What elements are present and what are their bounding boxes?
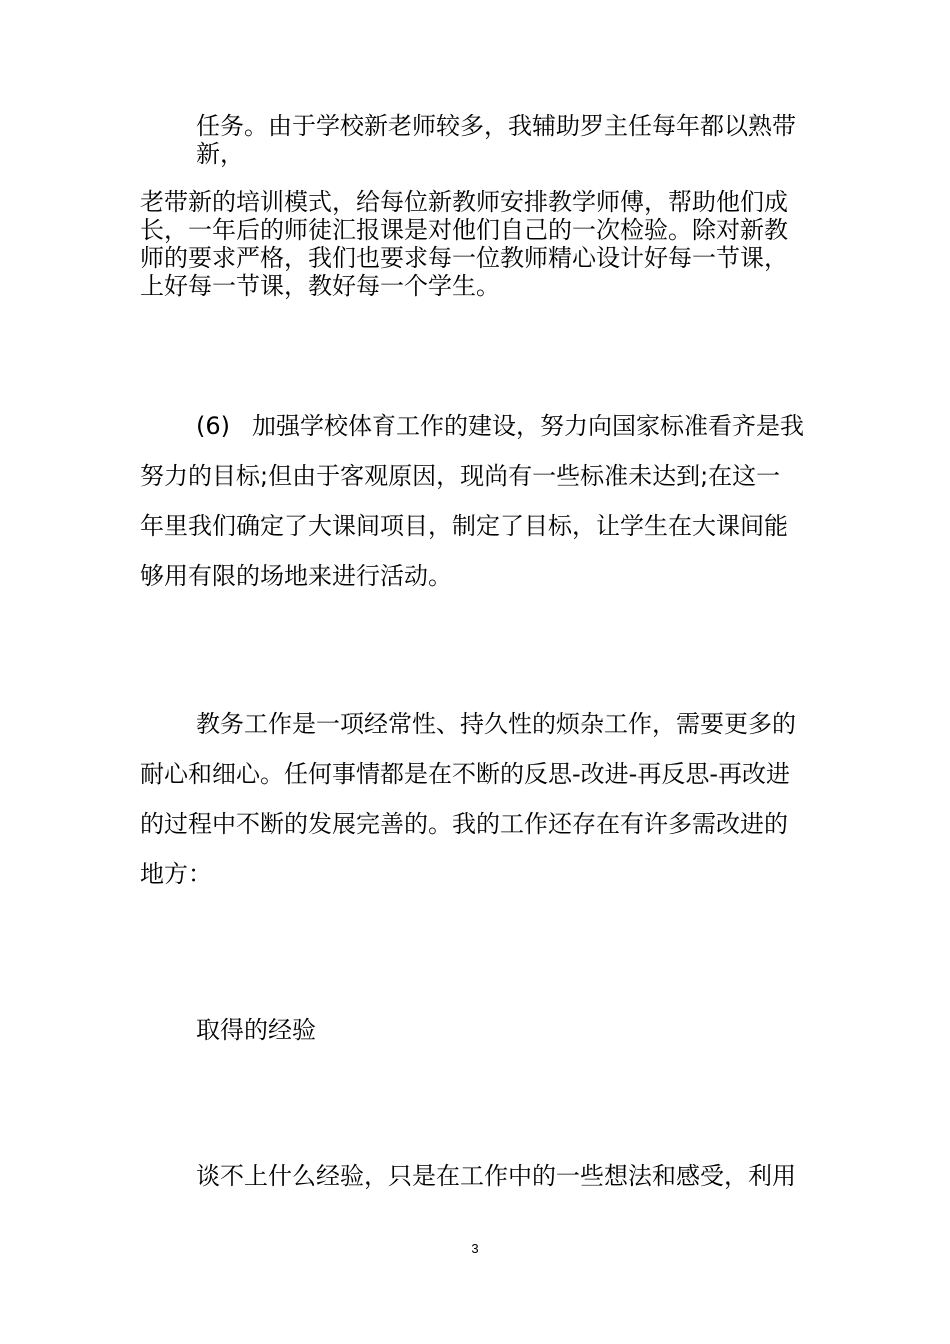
section-heading: 取得的经验 <box>196 1016 316 1044</box>
paragraph-2-line-4: 上好每一节课，教好每一个学生。 <box>140 272 500 300</box>
paragraph-5-line-1: 谈不上什么经验，只是在工作中的一些想法和感受，利用 <box>196 1162 796 1190</box>
paragraph-3-number: (6) <box>196 412 230 440</box>
paragraph-3-line-4: 够用有限的场地来进行活动。 <box>140 562 452 590</box>
page-number: 3 <box>471 1241 479 1256</box>
paragraph-4-line-4: 地方： <box>140 860 212 888</box>
paragraph-4-line-2: 耐心和细心。任何事情都是在不断的反思-改进-再反思-再改进 <box>140 760 790 788</box>
paragraph-1-line-2: 新， <box>196 140 244 168</box>
paragraph-4-line-1: 教务工作是一项经常性、持久性的烦杂工作，需要更多的 <box>196 710 796 738</box>
paragraph-3-line-3: 年里我们确定了大课间项目，制定了目标，让学生在大课间能 <box>140 512 788 540</box>
paragraph-2-line-2: 长，一年后的师徒汇报课是对他们自己的一次检验。除对新教 <box>140 216 788 244</box>
paragraph-2-line-1: 老带新的培训模式，给每位新教师安排教学师傅，帮助他们成 <box>140 188 788 216</box>
paragraph-2-line-3: 师的要求严格，我们也要求每一位教师精心设计好每一节课， <box>140 244 788 272</box>
paragraph-3-line-2: 努力的目标;但由于客观原因，现尚有一些标准未达到;在这一 <box>140 462 781 490</box>
paragraph-3-line-1 <box>196 410 804 442</box>
paragraph-1-line-1: 任务。由于学校新老师较多，我辅助罗主任每年都以熟带 <box>196 112 796 140</box>
paragraph-3-line-1-text: 加强学校体育工作的建设，努力向国家标准看齐是我 <box>252 412 804 440</box>
paragraph-4-line-3: 的过程中不断的发展完善的。我的工作还存在有许多需改进的 <box>140 810 788 838</box>
